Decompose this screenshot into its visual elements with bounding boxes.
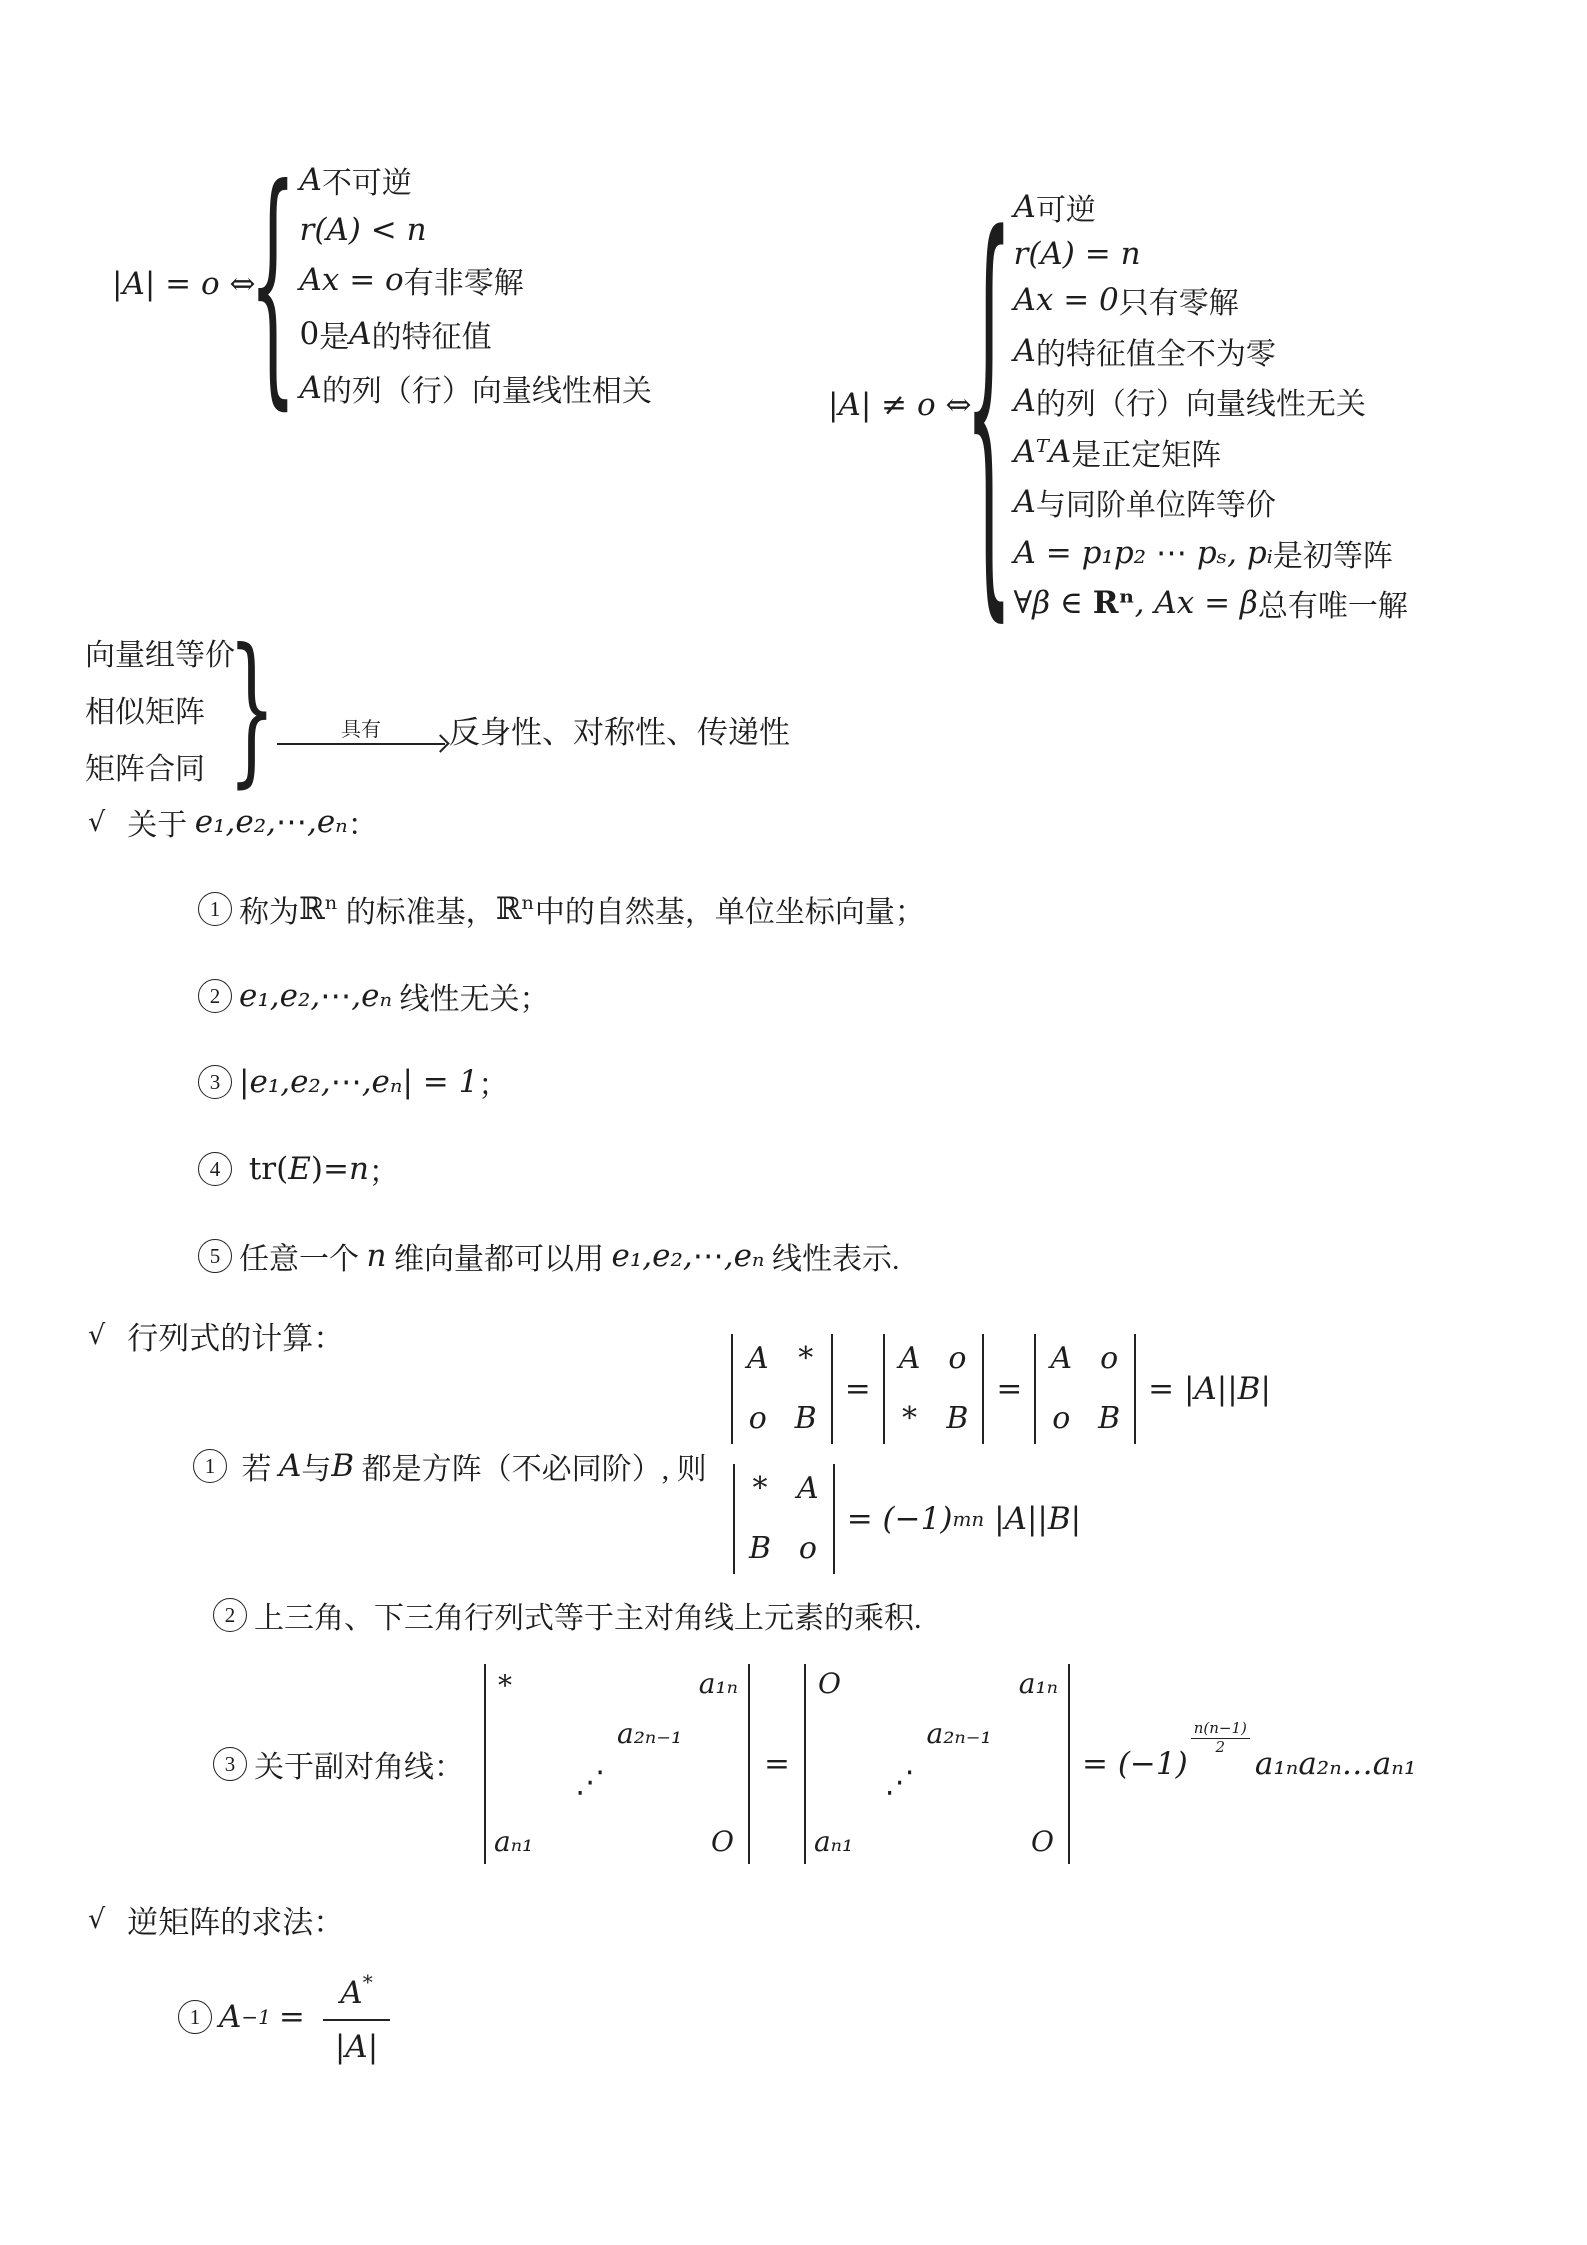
text-segment: 与同阶单位阵等价 [1035, 489, 1276, 522]
det-cell: B [946, 1401, 969, 1436]
det-cell: B [1098, 1401, 1121, 1436]
text-segment: ℝⁿ [495, 891, 535, 927]
determinant [804, 1664, 1070, 1864]
nonzero-det-items [1006, 185, 1408, 625]
text-segment: | ≠ [860, 387, 917, 423]
text-segment: A [349, 316, 372, 352]
text-segment: 可逆 [1035, 194, 1096, 227]
text-segment: ∀β ∈ [1013, 585, 1093, 621]
formula-result: a₁ₙa₂ₙ…aₙ₁ [1254, 1746, 1417, 1782]
text-segment: 线性表示. [764, 1243, 900, 1276]
left-curly-brace [964, 148, 1013, 658]
text-segment: tr( [239, 1151, 289, 1187]
exponent-denominator: 2 [1215, 1738, 1226, 1756]
list-item [1014, 379, 1408, 423]
adjugate-base: A [340, 1974, 363, 2011]
close-brace-glyph: } [228, 613, 276, 803]
text-segment: e₁,e₂,⋯,eₙ [239, 978, 393, 1014]
list-item [1014, 430, 1408, 474]
circled-number: 1 [193, 1449, 227, 1483]
equals-sign: = [996, 1371, 1023, 1407]
text-segment: 都是方阵（不必同阶）, 则 [354, 1453, 707, 1486]
exponent: mn [952, 1507, 985, 1531]
det-cell: B [794, 1401, 817, 1436]
text-segment: 的标准基， [338, 896, 496, 929]
text-segment: Ax = 0 [1013, 282, 1119, 318]
open-brace-glyph: { [964, 148, 1013, 658]
det-cell: O [1031, 1825, 1054, 1858]
anti-diagonal-block [213, 1658, 1416, 1870]
list-item [300, 312, 652, 356]
text-segment: 是初等阵 [1272, 539, 1393, 573]
det-cell: A [797, 1471, 819, 1506]
list-item: 矩阵合同 [85, 753, 205, 786]
determinant [883, 1334, 985, 1444]
nonzero-determinant-block [828, 148, 1408, 658]
det-cell: aₙ₁ [813, 1825, 854, 1858]
det-cell: aₙ₁ [494, 1825, 534, 1858]
block-det-formula-2 [729, 1458, 1081, 1580]
text-segment: )= [310, 1151, 349, 1187]
e-item-1 [198, 886, 925, 932]
text-segment: A [299, 162, 322, 198]
text-segment: e₁,e₂,⋯,eₙ [194, 804, 348, 840]
list-item [1014, 278, 1408, 322]
det-item-1-text [193, 1443, 707, 1489]
formula-result: |A||B| [984, 1501, 1082, 1537]
determinant [484, 1664, 750, 1864]
adjugate-star: * [362, 1969, 373, 1994]
e-item-5 [198, 1233, 900, 1279]
text-segment: 任意一个 [239, 1243, 367, 1276]
exponent-fraction [1191, 1720, 1250, 1757]
det-cell: * [902, 1401, 918, 1436]
implies-arrow-group [277, 713, 445, 745]
determinant [731, 1334, 833, 1444]
text-segment: 总有唯一解 [1257, 590, 1408, 623]
list-item [1014, 480, 1408, 524]
equals-sign: = [278, 1999, 305, 2035]
det-cell: O [817, 1667, 841, 1700]
text-segment: 的列（行）向量线性无关 [1035, 388, 1366, 421]
zero-determinant-block [112, 133, 652, 432]
text-segment: 只有零解 [1118, 287, 1239, 320]
determinant [733, 1464, 835, 1574]
text-segment: 是 [319, 321, 350, 354]
circled-number: 1 [178, 2000, 212, 2034]
list-item [1014, 329, 1408, 373]
right-curly-brace [228, 613, 276, 803]
text-segment: A [838, 387, 861, 423]
text-segment: 的列（行）向量线性相关 [321, 375, 652, 408]
text-segment: A [279, 1448, 302, 1484]
checkmark-icon: √ [88, 1903, 106, 1935]
circled-number: 5 [198, 1239, 232, 1273]
text-segment: 的特征值 [371, 321, 492, 354]
det-cell: o [798, 1531, 817, 1566]
list-item: 向量组等价 [85, 639, 235, 672]
text-segment: E [288, 1151, 311, 1187]
text-segment: r(A) = n [1013, 235, 1141, 272]
text-segment: 上三角、下三角行列式等于主对角线上元素的乘积. [254, 1602, 922, 1635]
text-segment: , Ax = β [1134, 585, 1258, 621]
text-segment: | = [144, 266, 201, 302]
det-cell: O [711, 1825, 734, 1858]
list-item [1014, 236, 1408, 272]
section-title: 逆矩阵的求法： [127, 1904, 345, 1940]
nonzero-det-lhs [828, 387, 972, 423]
sign-factor: = (−1) [1081, 1746, 1188, 1782]
text-segment: A = p₁p₂ ⋯ pₛ, pᵢ [1013, 534, 1273, 571]
diagonal-dots-icon: ⋰ [575, 1765, 606, 1800]
section-header-determinant [88, 1312, 344, 1358]
text-segment: o [200, 266, 220, 302]
text-segment: 维向量都可以用 [386, 1243, 612, 1276]
text-segment: | [112, 266, 123, 302]
inverse-exponent: −1 [241, 2005, 271, 2029]
text-segment: 的特征值全不为零 [1035, 337, 1276, 371]
list-item [300, 212, 652, 248]
inverse-formula [178, 1958, 390, 2076]
text-segment: B [331, 1448, 355, 1484]
det-cell: * [798, 1341, 814, 1376]
text-segment: 关于副对角线： [254, 1751, 464, 1784]
list-item [300, 366, 652, 410]
diagonal-dots-icon: ⋰ [884, 1765, 915, 1800]
det-cell: A [898, 1341, 921, 1376]
text-segment: 中的自然基，单位坐标向量； [534, 896, 925, 929]
text-segment: ⇔ [935, 387, 972, 423]
section-header-inverse [88, 1896, 344, 1942]
text-segment: A [122, 266, 145, 302]
text-segment: Ax = o [299, 262, 404, 298]
det-cell: A [1050, 1341, 1073, 1376]
det-cell: o [1100, 1341, 1119, 1376]
text-segment: o [916, 387, 936, 423]
text-segment: 若 [234, 1453, 279, 1486]
equals-sign: = [764, 1746, 790, 1782]
text-segment: A [1013, 189, 1036, 225]
det-cell: a₁ₙ [1018, 1667, 1058, 1700]
text-segment: 有非零解 [403, 267, 524, 300]
det-cell: o [1052, 1401, 1071, 1436]
det-cell: A [747, 1341, 769, 1376]
text-segment: | [828, 387, 839, 423]
text-segment: 称为 [239, 896, 299, 929]
e-item-3 [198, 1059, 508, 1105]
e-item-4 [198, 1146, 399, 1192]
list-item [1014, 185, 1408, 229]
list-item [300, 258, 652, 302]
block-det-formula-1 [727, 1328, 1271, 1450]
left-curly-brace [248, 133, 297, 432]
list-item: 相似矩阵 [85, 696, 205, 729]
arrow-label: 具有 [341, 719, 381, 741]
det-item-2-text [213, 1592, 922, 1638]
text-segment: ； [478, 1069, 509, 1102]
text-segment: A [1013, 332, 1036, 369]
list-item [1014, 581, 1408, 625]
text-segment: 关于 [127, 809, 195, 842]
det-cell: * [752, 1471, 768, 1506]
det-cell: o [748, 1401, 767, 1436]
arrow-head-icon [431, 734, 449, 752]
zero-det-lhs [112, 266, 256, 302]
relation-properties-block [85, 613, 790, 803]
text-segment: n [366, 1238, 387, 1274]
text-segment: n [348, 1151, 369, 1187]
list-item [300, 158, 652, 202]
checkmark-icon: √ [88, 806, 106, 838]
e-item-2 [198, 973, 550, 1019]
det-cell: o [948, 1341, 967, 1376]
text-segment: 与 [301, 1453, 332, 1486]
det-cell: * [498, 1669, 512, 1702]
formula-result: = |A||B| [1148, 1371, 1271, 1407]
circled-number: 1 [198, 892, 232, 926]
section-title [127, 800, 378, 844]
circled-number: 3 [213, 1747, 247, 1781]
list-item [1014, 531, 1408, 575]
det-cell: B [749, 1531, 772, 1566]
fraction-numerator [328, 1970, 384, 2019]
inverse-lhs: A [219, 1999, 242, 2035]
fraction-denominator: |A| [323, 2019, 390, 2065]
equals-sign: = [844, 1371, 871, 1407]
text-segment: 线性无关； [392, 983, 550, 1016]
text-segment: A [299, 370, 322, 406]
text-segment: 0 [299, 316, 320, 352]
text-segment: A [1013, 484, 1036, 520]
zero-det-items [290, 158, 652, 410]
right-arrow-icon [277, 743, 445, 745]
det-cell: a₁ₙ [698, 1667, 738, 1700]
det-cell: a₂ₙ₋₁ [926, 1717, 992, 1750]
determinant [1034, 1334, 1136, 1444]
text-segment: ℝⁿ [299, 891, 339, 927]
checkmark-icon: √ [88, 1319, 106, 1351]
text-segment: ； [368, 1156, 399, 1189]
section-header-e-basis [88, 799, 378, 845]
text-segment: Rⁿ [1092, 585, 1135, 621]
text-segment: 不可逆 [321, 167, 412, 200]
text-segment: |e₁,e₂,⋯,eₙ| = 1 [239, 1064, 479, 1100]
exponent-numerator: n(n−1) [1191, 1720, 1250, 1739]
text-segment: ： [347, 809, 378, 842]
open-brace-glyph: { [248, 133, 297, 432]
text-segment: 是正定矩阵 [1071, 438, 1222, 472]
det-cell: a₂ₙ₋₁ [617, 1717, 683, 1750]
sign-factor: = (−1) [846, 1501, 953, 1537]
circled-number: 2 [213, 1598, 247, 1632]
text-segment: ⇔ [219, 266, 256, 302]
fraction [323, 1970, 390, 2065]
circled-number: 4 [198, 1152, 232, 1186]
relation-properties-text: 反身性、对称性、传递性 [449, 714, 790, 750]
circled-number: 3 [198, 1065, 232, 1099]
section-title: 行列式的计算： [127, 1320, 345, 1356]
text-segment: A [1013, 383, 1036, 419]
relation-items [85, 630, 235, 788]
det-item-3-text [213, 1742, 464, 1786]
text-segment: AᵀA [1013, 433, 1072, 470]
text-segment: e₁,e₂,⋯,eₙ [611, 1238, 765, 1274]
text-segment: r(A) < n [299, 212, 427, 248]
circled-number: 2 [198, 979, 232, 1013]
